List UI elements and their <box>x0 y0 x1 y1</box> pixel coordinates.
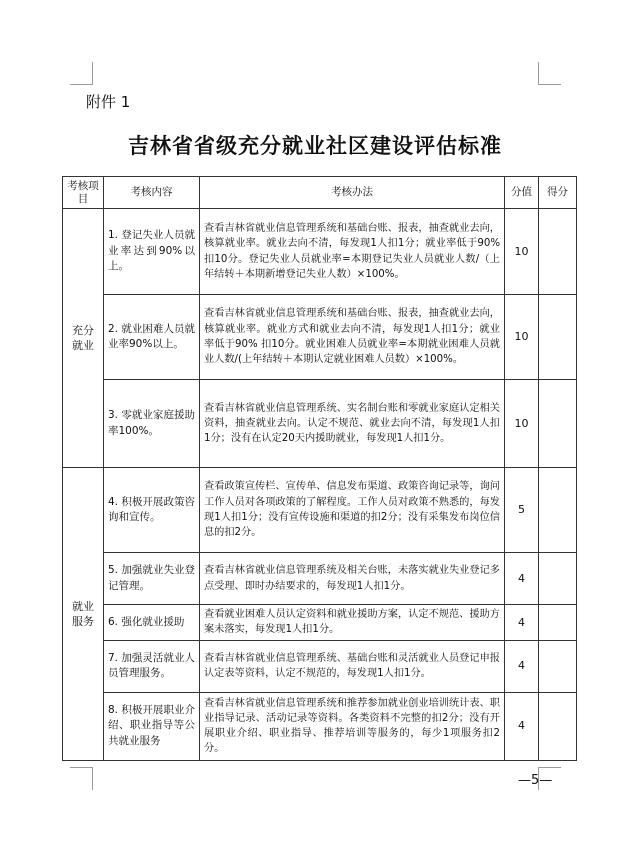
method-cell: 查看吉林省就业信息管理系统和基础台账、报表，抽查就业去向，核算就业率。就业去向不清，每发现1人扣1分；就业率低于90% 扣10分。登记失业人员就业率=本期登记失业人员就业人数/（上年结转＋本期新增登记失业人数）×100%。 <box>200 209 505 295</box>
score-cell <box>539 692 577 760</box>
score-cell <box>539 295 577 380</box>
score-cell <box>539 468 577 553</box>
points-cell: 10 <box>505 380 539 468</box>
score-cell <box>539 553 577 605</box>
category-cell: 充分就业 <box>63 209 104 468</box>
content-cell: 3. 零就业家庭援助率100%。 <box>104 380 200 468</box>
table-row <box>63 380 577 468</box>
content-cell: 1. 登记失业人员就业率达到90%以上。 <box>104 209 200 295</box>
table-row <box>63 468 577 553</box>
header-score: 得分 <box>539 177 577 209</box>
points-cell: 5 <box>505 468 539 553</box>
crop-mark-top-left <box>70 62 93 85</box>
method-cell: 查看吉林省就业信息管理系统、基础台账和灵活就业人员登记申报认定表等资料，认定不规范的，每发现1人扣1分。 <box>200 640 505 692</box>
table-header-row <box>63 177 577 209</box>
points-cell: 4 <box>505 605 539 641</box>
method-cell: 查看吉林省就业信息管理系统和推荐参加就业创业培训统计表、职业指导记录、活动记录等资料。各类资料不完整的扣2分；没有开展职业介绍、职业指导、推荐培训等服务的，每少1项服务扣2分。 <box>200 692 505 760</box>
table-row <box>63 553 577 605</box>
content-cell: 8. 积极开展职业介绍、职业指导等公共就业服务 <box>104 692 200 760</box>
score-cell <box>539 209 577 295</box>
method-cell: 查看吉林省就业信息管理系统、实名制台账和零就业家庭认定相关资料，抽查就业去向。认定不规范、就业去向不清，每发现1人扣1分；没有在认定20天内援助就业，每发现1人扣1分。 <box>200 380 505 468</box>
header-item: 考核项目 <box>63 177 104 209</box>
score-cell <box>539 605 577 641</box>
score-cell <box>539 640 577 692</box>
content-cell: 4. 积极开展政策咨询和宣传。 <box>104 468 200 553</box>
table-row <box>63 640 577 692</box>
table-row <box>63 605 577 641</box>
method-cell: 查看吉林省就业信息管理系统及相关台账，未落实就业失业登记多点受理、即时办结要求的，每发现1人扣1分。 <box>200 553 505 605</box>
header-content: 考核内容 <box>104 177 200 209</box>
page-title: 吉林省省级充分就业社区建设评估标准 <box>128 134 502 158</box>
score-cell <box>539 380 577 468</box>
points-cell: 10 <box>505 209 539 295</box>
header-method: 考核办法 <box>200 177 505 209</box>
points-cell: 10 <box>505 295 539 380</box>
content-cell: 6. 强化就业援助 <box>104 605 200 641</box>
content-cell: 7. 加强灵活就业人员管理服务。 <box>104 640 200 692</box>
header-points: 分值 <box>505 177 539 209</box>
content-cell: 2. 就业困难人员就业率90%以上。 <box>104 295 200 380</box>
page-number: —5— <box>518 773 553 788</box>
points-cell: 4 <box>505 640 539 692</box>
method-cell: 查看政策宣传栏、宣传单、信息发布渠道、政策咨询记录等，询问工作人员对各项政策的了解程度。工作人员对政策不熟悉的，每发现1人扣1分；没有宣传设施和渠道的扣2分；没有采集发布岗位信息的扣2分。 <box>200 468 505 553</box>
crop-mark-bottom-left <box>70 767 93 790</box>
points-cell: 4 <box>505 553 539 605</box>
table-row <box>63 209 577 295</box>
points-cell: 4 <box>505 692 539 760</box>
table-row <box>63 295 577 380</box>
table-row <box>63 692 577 760</box>
method-cell: 查看吉林省就业信息管理系统和基础台账、报表，抽查就业去向，核算就业率。就业方式和就业去向不清，每发现1人扣1分；就业率低于90% 扣10分。就业困难人员就业率=本期就业困难人员就业人数/(上年结转＋本期认定就业困难人员数）×100%。 <box>200 295 505 380</box>
category-cell: 就业服务 <box>63 468 104 761</box>
evaluation-table <box>62 176 577 761</box>
method-cell: 查看就业困难人员认定资料和就业援助方案，认定不规范、援助方案未落实，每发现1人扣1分。 <box>200 605 505 641</box>
content-cell: 5. 加强就业失业登记管理。 <box>104 553 200 605</box>
crop-mark-top-right <box>538 62 561 85</box>
attachment-label: 附件 1 <box>86 93 131 111</box>
